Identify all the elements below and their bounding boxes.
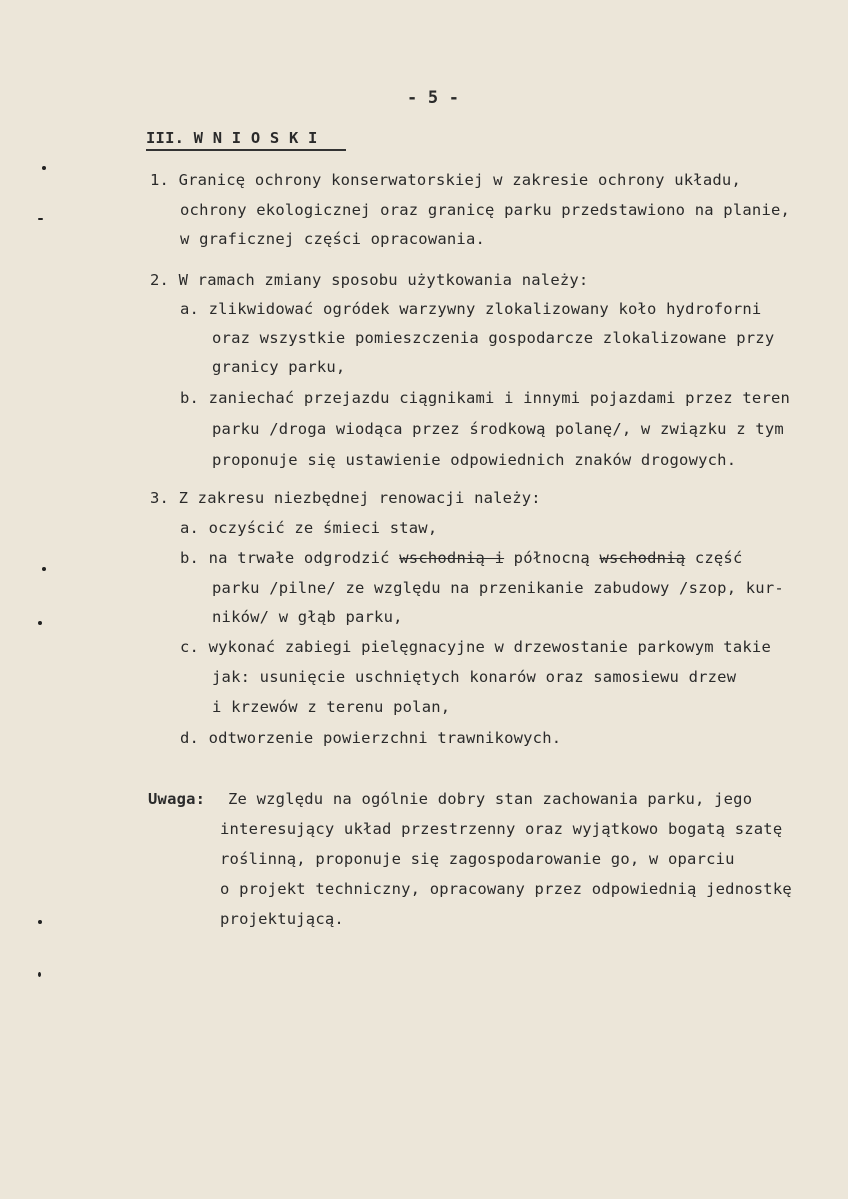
- margin-mark: [38, 920, 42, 924]
- note-line-3: roślinną, proponuje się zagospodarowanie go, w oparciu: [220, 850, 735, 868]
- item-3c-line-3: i krzewów z terenu polan,: [212, 698, 451, 716]
- item-2b-line-3: proponuje się ustawienie odpowiednich znaków drogowych.: [212, 451, 737, 469]
- item-3b-text-mid: północną: [513, 549, 590, 567]
- item-3b-line-1: [180, 548, 742, 568]
- item-3a-line-1: a. oczyścić ze śmieci staw,: [180, 519, 438, 537]
- note-line-4: o projekt techniczny, opracowany przez odpowiednią jednostkę: [220, 880, 792, 898]
- item-3c-line-2: jak: usunięcie uschniętych konarów oraz samosiewu drzew: [212, 668, 737, 686]
- margin-mark: [38, 621, 42, 625]
- heading-underline: [146, 149, 346, 151]
- note-line-2: interesujący układ przestrzenny oraz wyjątkowo bogatą szatę: [220, 820, 783, 838]
- item-2a-line-1: a. zlikwidować ogródek warzywny zlokalizowany koło hydroforni: [180, 300, 762, 318]
- struck-text-1: wschodnią i: [399, 549, 505, 567]
- item-3b-line-3: ników/ w głąb parku,: [212, 608, 403, 626]
- note-label: Uwaga:: [148, 790, 206, 808]
- item-2a-line-3: granicy parku,: [212, 358, 346, 376]
- page-number: - 5 -: [407, 88, 460, 108]
- struck-text-2: wschodnią: [599, 549, 686, 567]
- item-2-line-1: 2. W ramach zmiany sposobu użytkowania należy:: [150, 271, 589, 289]
- section-heading: III. W N I O S K I: [146, 129, 318, 147]
- margin-mark: [38, 972, 41, 977]
- item-3b-text-end: część: [694, 549, 743, 567]
- item-3c-line-1: c. wykonać zabiegi pielęgnacyjne w drzewostanie parkowym takie: [180, 638, 771, 656]
- item-3-line-1: 3. Z zakresu niezbędnej renowacji należy:: [150, 489, 541, 507]
- item-2b-line-1: b. zaniechać przejazdu ciągnikami i innymi pojazdami przez teren: [180, 389, 791, 407]
- item-2b-line-2: parku /droga wiodąca przez środkową polanę/, w związku z tym: [212, 420, 784, 438]
- item-1-line-3: w graficznej części opracowania.: [180, 230, 486, 248]
- item-3d-line-1: d. odtworzenie powierzchni trawnikowych.: [180, 729, 562, 747]
- margin-mark: [42, 166, 46, 170]
- margin-mark: [38, 218, 43, 220]
- item-1-line-1: 1. Granicę ochrony konserwatorskiej w zakresie ochrony układu,: [150, 171, 741, 189]
- note-line-1: Ze względu na ogólnie dobry stan zachowania parku, jego: [228, 790, 753, 808]
- item-3b-text-start: b. na trwałe odgrodzić: [180, 549, 390, 567]
- item-3b-line-2: parku /pilne/ ze względu na przenikanie zabudowy /szop, kur-: [212, 579, 784, 597]
- item-2a-line-2: oraz wszystkie pomieszczenia gospodarcze zlokalizowane przy: [212, 329, 775, 347]
- note-line-5: projektującą.: [220, 910, 344, 928]
- item-1-line-2: ochrony ekologicznej oraz granicę parku przedstawiono na planie,: [180, 201, 791, 219]
- margin-mark: [42, 567, 46, 571]
